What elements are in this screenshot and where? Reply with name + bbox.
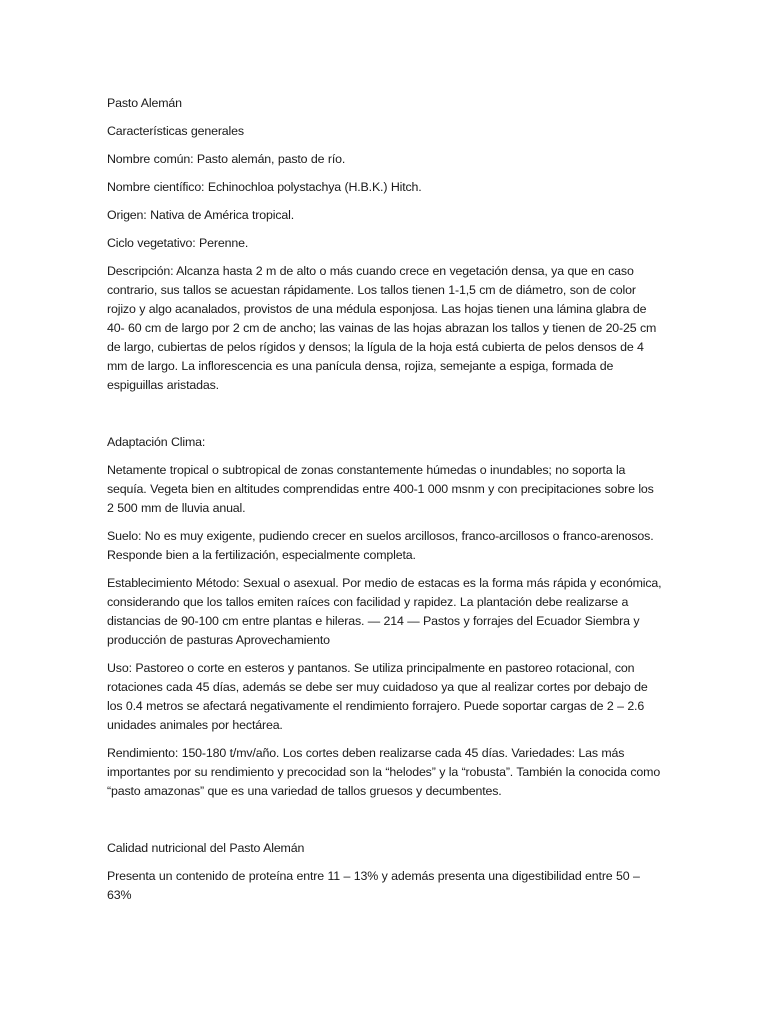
establishment-paragraph: Establecimiento Método: Sexual o asexual. Por medio de estacas es la forma más rápida y económica, considerando que los tallos emiten raíces con facilidad y rapidez. La plantación debe realizarse a distancias de 90-100 cm entre plantas e hileras. — 214 — Pastos y forrajes del Ecuador Siembra y producción de pasturas Aprovechamiento: [107, 576, 662, 647]
document-title: Pasto Alemán: [107, 96, 182, 110]
soil-paragraph: Suelo: No es muy exigente, pudiendo crecer en suelos arcillosos, franco-arcillosos o franco-arenosos. Responde bien a la fertilización, especialmente completa.: [107, 529, 654, 562]
yield-paragraph: Rendimiento: 150-180 t/mv/año. Los cortes deben realizarse cada 45 días. Variedades: Las más importantes por su rendimiento y precocidad son la “helodes” y la “robusta”. También la conocida como “pasto amazonas” que es una variedad de tallos gruesos y decumbentes.: [107, 746, 661, 798]
description-paragraph: Descripción: Alcanza hasta 2 m de alto o más cuando crece en vegetación densa, ya que en caso contrario, sus tallos se acuestan rápidamente. Los tallos tienen 1-1,5 cm de diámetro, son de color rojizo y algo acanalados, provistos de una médula esponjosa. Las hojas tienen una lámina glabra de 40- 60 cm de largo por 2 cm de ancho; las vainas de las hojas abrazan los tallos y tienen de 20-25 cm de largo, cubiertas de pelos rígidos y densos; la lígula de la hoja está cubierta de pelos densos de 4 mm de largo. La inflorescencia es una panícula densa, rojiza, semejante a espiga, formada de espiguillas aristadas.: [107, 264, 657, 392]
origin-paragraph: Origen: Nativa de América tropical.: [107, 208, 294, 222]
section-heading-nutrition: Calidad nutricional del Pasto Alemán: [107, 841, 305, 855]
nutrition-paragraph: Presenta un contenido de proteína entre 11 – 13% y además presenta una digestibilidad entre 50 – 63%: [107, 869, 640, 902]
scientific-name-paragraph: Nombre científico: Echinochloa polystachya (H.B.K.) Hitch.: [107, 180, 422, 194]
section-heading-general: Características generales: [107, 124, 244, 138]
cycle-paragraph: Ciclo vegetativo: Perenne.: [107, 236, 249, 250]
document-page: [107, 94, 663, 905]
section-heading-adaptation: Adaptación Clima:: [107, 435, 206, 449]
climate-paragraph: Netamente tropical o subtropical de zonas constantemente húmedas o inundables; no soporta la sequía. Vegeta bien en altitudes comprendidas entre 400-1 000 msnm y con precipitaciones sobre los 2 500 mm de lluvia anual.: [107, 463, 654, 515]
use-paragraph: Uso: Pastoreo o corte en esteros y pantanos. Se utiliza principalmente en pastoreo rotacional, con rotaciones cada 45 días, además se debe ser muy cuidadoso ya que al realizar cortes por debajo de los 0.4 metros se afectará negativamente el rendimiento forrajero. Puede soportar cargas de 2 – 2.6 unidades animales por hectárea.: [107, 661, 648, 732]
common-name-paragraph: Nombre común: Pasto alemán, pasto de río.: [107, 152, 346, 166]
